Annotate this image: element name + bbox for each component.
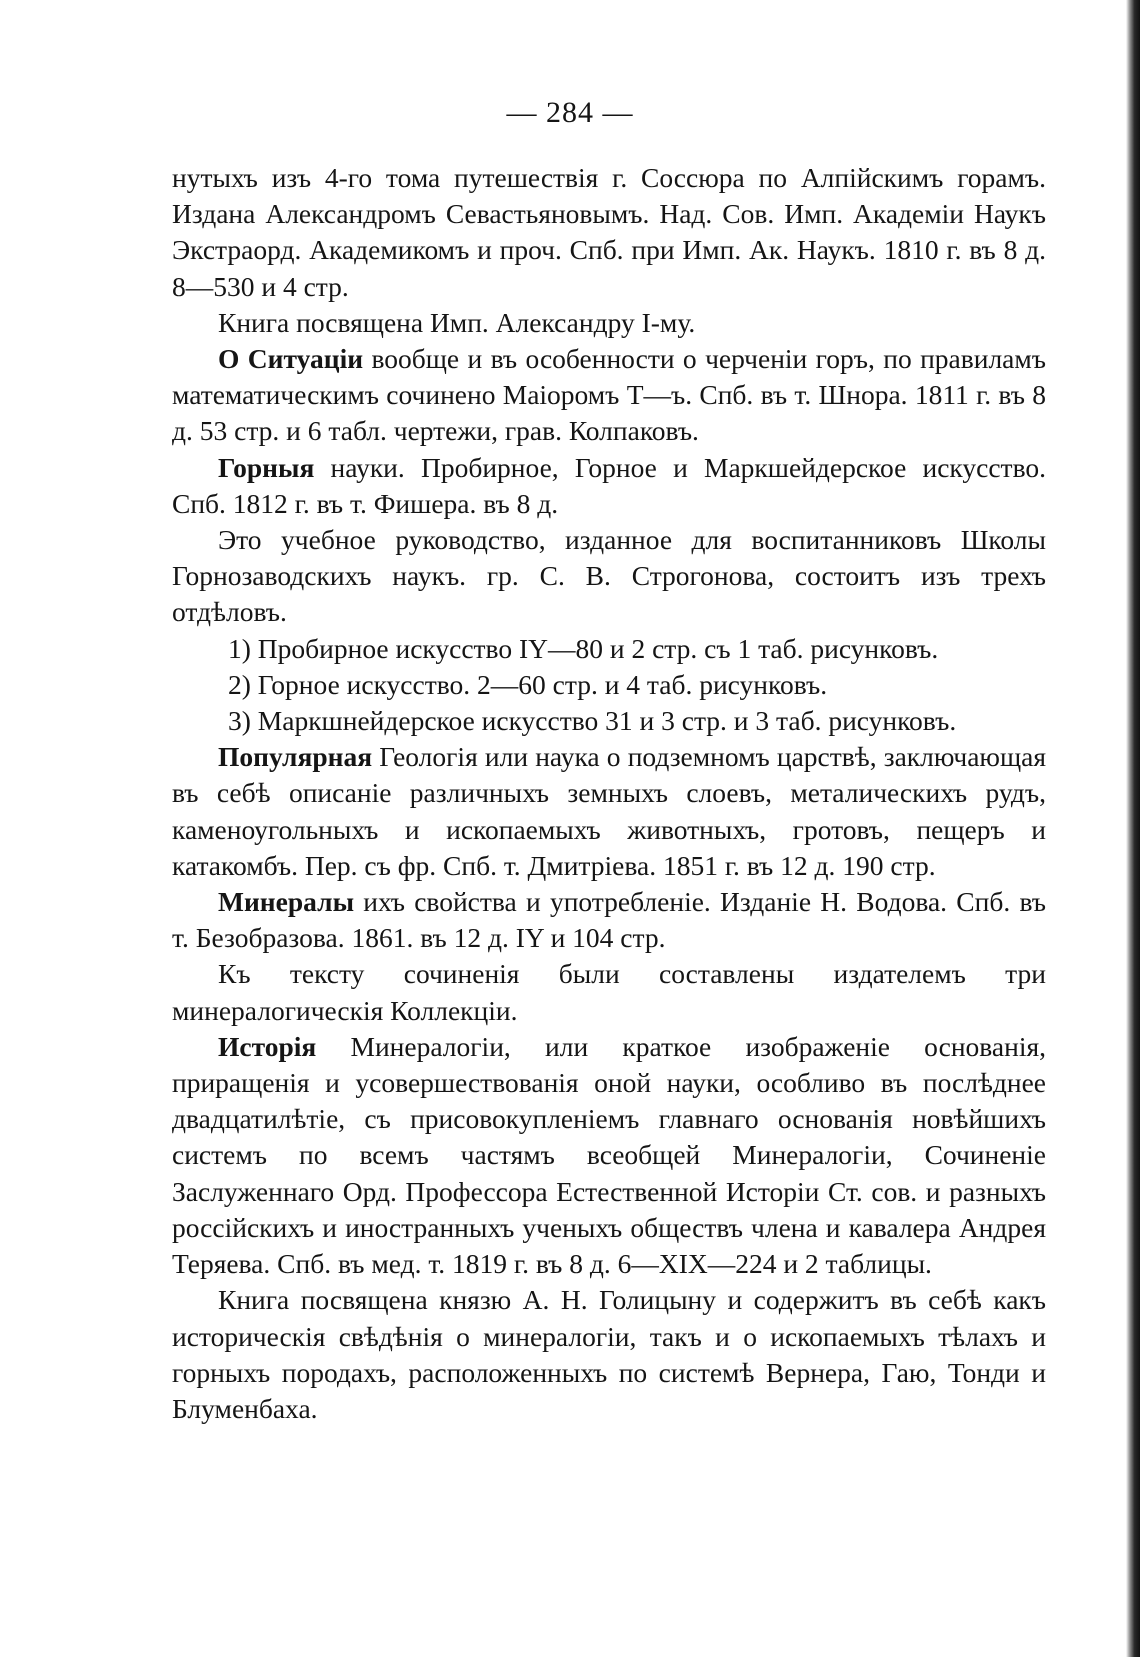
- list-item-1: [172, 631, 1046, 667]
- entry-title: Минералы: [218, 886, 355, 918]
- list-item-2: [172, 667, 1046, 703]
- entry-text: Книга посвящена Имп. Александру І-му.: [218, 306, 696, 338]
- entry-title: Горныя: [218, 451, 315, 483]
- entry-text: 3) Маркшнейдерское искусство 31 и 3 стр. и 3 таб. рисунковъ.: [228, 705, 957, 737]
- body-text: [172, 160, 1046, 1427]
- entry-text: нутыхъ изъ 4-го тома путешествія г. Соссюра по Алпійскимъ горамъ. Издана Александромъ Севастьяновымъ. Над. Сов. Имп. Академіи Наукъ Экстраорд. Академикомъ и проч. Спб. при Имп. Ак. Наукъ. 1810 г. въ 8 д. 8—530 и 4 стр.: [172, 162, 1046, 302]
- paragraph-9: [172, 1029, 1046, 1282]
- entry-text: Книга посвящена князю А. Н. Голицыну и содержитъ въ себѣ какъ историческія свѣдѣнія о минералогіи, такъ и о ископаемыхъ тѣлахъ и горныхъ породахъ, расположенныхъ по системѣ Вернера, Гаю, Тонди и Блуменбаха.: [172, 1284, 1046, 1424]
- list-item-3: [172, 703, 1046, 739]
- paragraph-5: [172, 522, 1046, 631]
- entry-text: 1) Пробирное искусство IY—80 и 2 стр. съ 1 таб. рисунковъ.: [228, 632, 939, 664]
- paragraph-2: [172, 305, 1046, 341]
- entry-text: Геологія или наука о подземномъ царствѣ, заключающая въ себѣ описаніе различныхъ земныхъ слоевъ, металическихъ рудъ, каменоугольныхъ и ископаемыхъ животныхъ, гротовъ, пещеръ и катакомбъ. Пер. съ фр. Спб. т. Дмитріева. 1851 г. въ 12 д. 190 стр.: [172, 741, 1046, 881]
- page-number: — 284 —: [506, 96, 634, 129]
- entry-text: вообще и въ особенности о черченіи горъ, по правиламъ математическимъ сочинено Маіоромъ Т—ъ. Спб. въ т. Шнора. 1811 г. въ 8 д. 53 стр. и 6 табл. чертежи, грав. Колпаковъ.: [172, 343, 1046, 447]
- entry-title: Исторія: [218, 1030, 317, 1062]
- paragraph-3: [172, 341, 1046, 450]
- paragraph-7: [172, 884, 1046, 956]
- entry-text: Къ тексту сочиненія были составлены издателемъ три минералогическія Коллекціи.: [172, 958, 1046, 1026]
- paragraph-1: [172, 160, 1046, 305]
- paragraph-4: [172, 450, 1046, 522]
- paragraph-6: [172, 739, 1046, 884]
- paragraph-10: [172, 1282, 1046, 1427]
- entry-title: Популярная: [218, 741, 373, 773]
- page-edge-shadow: [1126, 0, 1140, 1657]
- entry-text: Минералогіи, или краткое изображеніе основанія, приращенія и усовершествованія оной науки, особливо въ послѣднее двадцатилѣтіе, съ присовокупленіемъ главнаго основанія новѣйшихъ системъ по всемъ частямъ всеобщей Минералогіи, Сочиненіе Заслуженнаго Орд. Профессора Естественной Исторіи Ст. сов. и разныхъ россійскихъ и иностранныхъ ученыхъ обществъ члена и кавалера Андрея Теряева. Спб. въ мед. т. 1819 г. въ 8 д. 6—XIX—224 и 2 таблицы.: [172, 1030, 1046, 1280]
- entry-text: 2) Горное искусство. 2—60 стр. и 4 таб. рисунковъ.: [228, 668, 828, 700]
- entry-title: О Ситуаціи: [218, 343, 364, 375]
- entry-text: ихъ свойства и употребленіе. Изданіе Н. Водова. Спб. въ т. Безобразова. 1861. въ 12 д. IY и 104 стр.: [172, 886, 1046, 954]
- paragraph-8: [172, 956, 1046, 1028]
- entry-text: Это учебное руководство, изданное для воспитанниковъ Школы Горнозаводскихъ наукъ. гр. С. В. Строгонова, состоитъ изъ трехъ отдѣловъ.: [172, 524, 1046, 628]
- entry-text: науки. Пробирное, Горное и Маркшейдерское искусство. Спб. 1812 г. въ т. Фишера. въ 8 д.: [172, 451, 1046, 519]
